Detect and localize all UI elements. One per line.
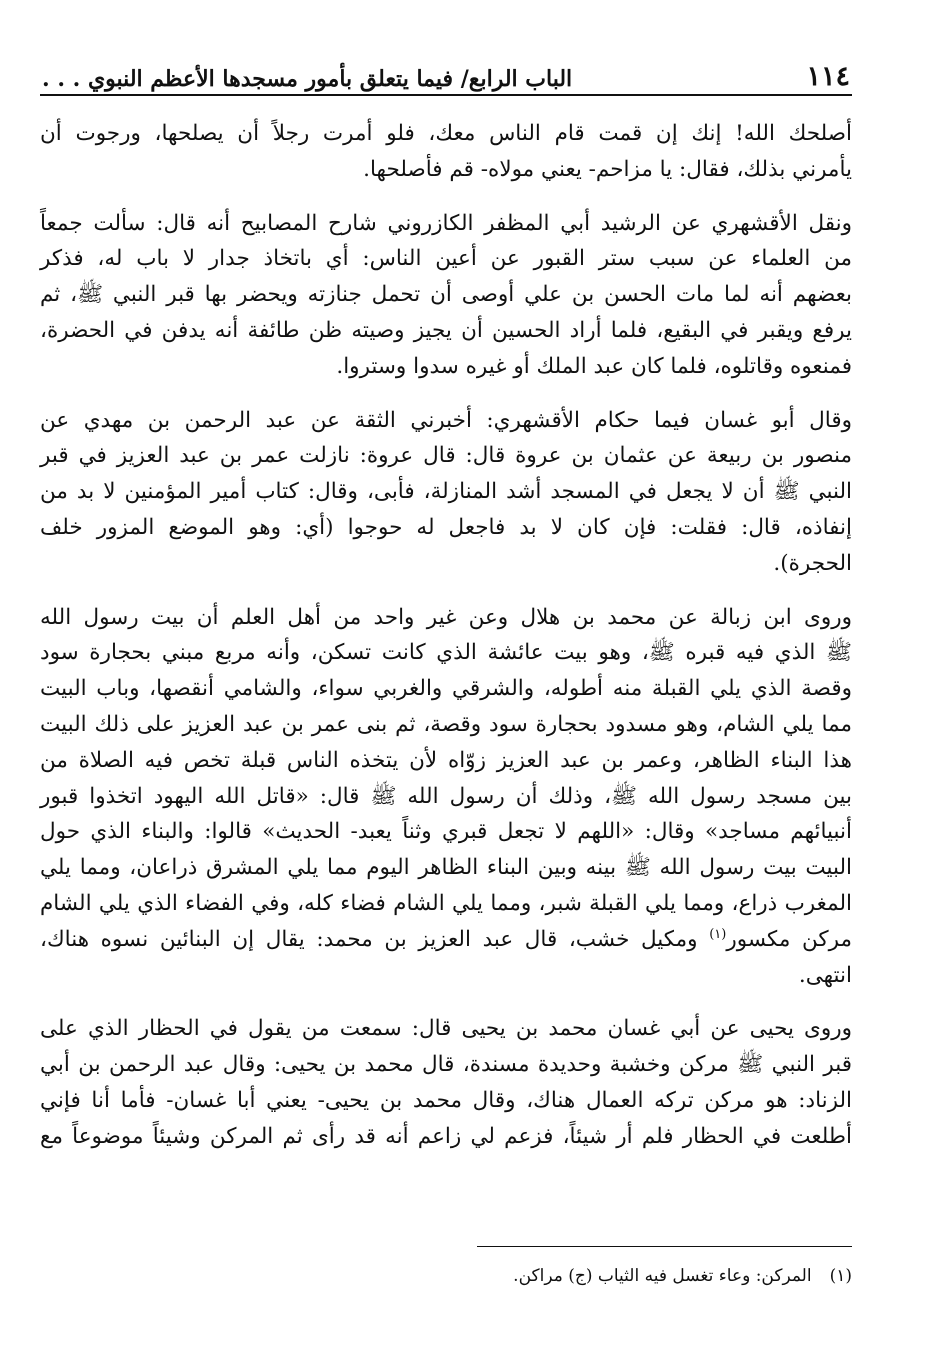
line-text-before: مركن مكسور [726, 926, 852, 952]
footnote [92, 1262, 852, 1290]
text-line-with-footnote [40, 922, 852, 958]
book-page [40, 46, 852, 1173]
text-line: يأمرني بذلك، فقال: يا مزاحم- يعني مولاه- قم فأصلحها. [363, 156, 852, 182]
text-line: انتهى. [798, 962, 852, 988]
running-title: الباب الرابع/ فيما يتعلق بأمور مسجدها الأعظم النبوي . . . [42, 66, 573, 92]
page-number: ١١٤ [806, 61, 850, 92]
footnote-reference[interactable]: (١) [709, 926, 727, 942]
text-line: أطلعت في الحظار فلم أر شيئاً، فزعم لي زاعم أنه قد رأى ثم المركن وشيئاً موضوعاً مع [40, 1123, 852, 1149]
paragraph [40, 116, 852, 188]
text-line: مما يلي الشام، وهو مسدود بحجارة سود وقصة، ثم بنى عمر بن عبد العزيز على ذلك البيت [40, 711, 852, 737]
text-line: إنفاذه، قال: فقلت: فإن كان لا بد فاجعل له حوجوا (أي: وهو الموضع المزور خلف [40, 514, 852, 540]
text-line: بين مسجد رسول الله ﷺ، وذلك أن رسول الله ﷺ قال: «قاتل الله اليهود اتخذوا قبور [40, 783, 852, 809]
text-line: الزناد: هو مركن تركه العمال هناك، وقال محمد بن يحيى- يعني أبا غسان- فأما أنا فإني [40, 1087, 852, 1113]
text-line: ﷺ الذي فيه قبره ﷺ، وهو بيت عائشة الذي كانت تسكن، وأنه مربع مبني بحجارة سود [40, 640, 852, 666]
text-line: فمنعوه وقاتلوه، فلما كان عبد الملك أو غيره سدوا وستروا. [336, 353, 852, 379]
text-line: أنبيائهم مساجد» وقال: «اللهم لا تجعل قبري وثناً يعبد- الحديث» قالوا: والبناء الذي حول [40, 819, 852, 845]
text-line: أصلحك الله! إنك إن قمت قام الناس معك، فلو أمرت رجلاً أن يصلحها، ورجوت أن [40, 121, 852, 146]
text-line: بعضهم أنه لما مات الحسن بن علي أوصى أن تحمل جنازته ويحضر بها قبر النبي ﷺ، ثم [40, 282, 852, 308]
text-line: البيت بيت رسول الله ﷺ بينه وبين البناء الظاهر اليوم مما يلي المشرق ذراعان، ومما يلي [40, 855, 852, 881]
line-text-after: ومكيل خشب، قال عبد العزيز بن محمد: يقال إن البنائين نسوه هناك، [40, 926, 710, 952]
text-line: ونقل الأقشهري عن الرشيد أبي المظفر الكازروني شارح المصابيح أنه قال: سألت جمعاً [40, 210, 852, 236]
paragraph [40, 206, 852, 385]
text-line: الحجرة). [773, 550, 852, 576]
text-line: المغرب ذراع، ومما يلي القبلة شبر، ومما يلي الشام فضاء كله، وفي الفضاء الذي يلي الشام [40, 890, 852, 916]
text-line: يرفع ويقبر في البقيع، فلما أراد الحسين أن يجيز وصيته ظن طائفة أنه يدفن في الحضرة، [40, 317, 852, 343]
page-header [40, 46, 852, 96]
text-line: هذا البناء الظاهر، وعمر بن عبد العزيز زوّاه لأن يتخذه الناس قبلة تخص فيه الصلاة من [40, 747, 852, 773]
text-line: وقال أبو غسان فيما حكام الأقشهري: أخبرني الثقة عن عبد الرحمن بن مهدي عن [40, 407, 852, 433]
body-text [40, 116, 852, 1155]
text-line: النبي ﷺ أن لا يجعل في المسجد أشد المنازلة، فأبى، وقال: كتاب أمير المؤمنين لا بد من [40, 479, 852, 505]
text-line: قبر النبي ﷺ مركن وخشبة وحديدة مسندة، قال محمد بن يحيى: وقال عبد الرحمن بن أبي [40, 1052, 852, 1078]
paragraph [40, 600, 852, 994]
text-line: من العلماء عن سبب ستر القبور عن أعين الناس: أي باتخاذ جدار لا باب له، فذكر [40, 246, 852, 272]
footnote-separator [477, 1246, 852, 1247]
paragraph [40, 1011, 852, 1154]
footnote-number: (١) [829, 1266, 852, 1286]
paragraph [40, 403, 852, 582]
text-line: وقصة الذي يلي القبلة منه أطوله، والشرقي والغربي سواء، والشامي أنقصها، وباب البيت [40, 676, 852, 702]
text-line: منصور بن ربيعة عن عثمان بن عروة قال: قال عروة: نازلت عمر بن عبد العزيز في قبر [40, 443, 852, 469]
text-line: وروى يحيى عن أبي غسان محمد بن يحيى قال: سمعت من يقول في الحظار الذي على [40, 1016, 852, 1042]
footnote-text: المركن: وعاء تغسل فيه الثياب (ج) مراكن. [513, 1266, 812, 1286]
text-line: وروى ابن زبالة عن محمد بن هلال وعن غير واحد من أهل العلم أن بيت رسول الله [40, 604, 852, 630]
